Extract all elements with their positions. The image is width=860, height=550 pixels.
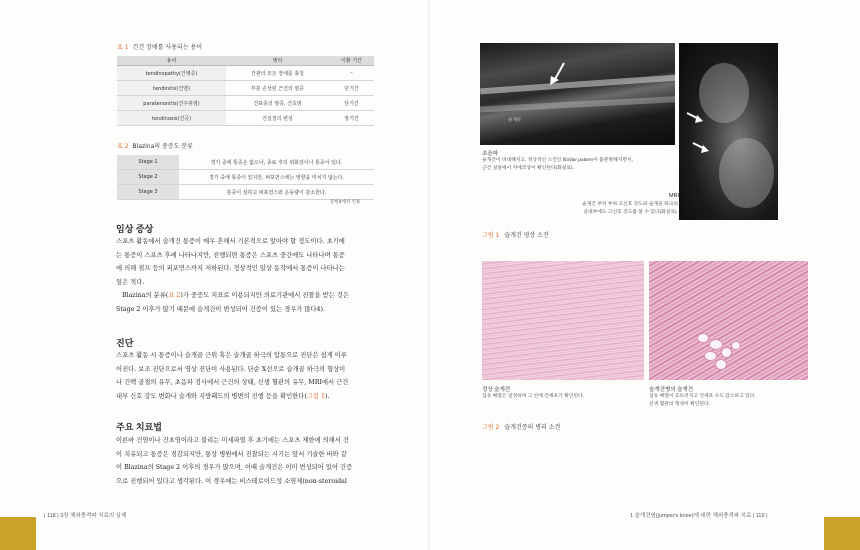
table-row: [117, 111, 374, 126]
text-line: 스포츠 활동 시 통증이나 슬개골 근위 혹은 슬개골 하극의 압통으로 진단은 쉽게 이루: [116, 352, 347, 359]
table-cell: Stage 3: [117, 185, 179, 200]
table-header-row: [117, 56, 374, 66]
left-gold-tab: [0, 517, 36, 550]
table1-caption: [117, 42, 202, 51]
table1-title: 건건 장애를 사용되는 용어: [132, 44, 203, 51]
blazina-table: [117, 155, 374, 200]
text-line: 에 의해 점프 등의 퍼포먼스까지 저하된다. 정상적인 일상 동작에서 통증이 나타나는: [116, 265, 345, 272]
table-cell: 통증이 심하고 퍼포먼스와 운동량이 감소한다.: [179, 185, 374, 200]
text-span: ).: [324, 392, 330, 400]
table2-label: 표 2: [117, 143, 129, 150]
symptoms-paragraph: [116, 235, 381, 316]
section-heading-symptoms: 임상 증상: [116, 224, 154, 234]
table-source-note: 문헌4에서 인용: [330, 200, 361, 205]
table-cell: 장기간: [329, 111, 374, 126]
table2-reference-link[interactable]: 표 2: [168, 292, 181, 299]
table-cell: Stage 1: [117, 155, 179, 170]
text-line: 으로 진행되어 있다고 생각된다. 이 경우에는 비스테로이드성 소염제(non-steroidal: [116, 477, 347, 485]
table-cell: –: [329, 66, 374, 81]
vacuole-shape: [704, 351, 717, 361]
ultrasound-caption-title: 초음파: [482, 151, 498, 157]
text-line: 이 Blazina의 Stage 2 이후의 경우가 많으며, 이때 슬개건은 이미 변성되어 있어 건증: [116, 464, 353, 471]
terms-table: [117, 56, 374, 126]
table-cell: 단기간: [329, 81, 374, 96]
text-line: 어진다. 보조 진단으로서 영상 진단이 사용된다. 단순 X선으로 슬개골 하극의 형상이: [116, 365, 346, 373]
table-cell: 부분 손상된 근건의 염증: [226, 81, 329, 96]
right-page-footer: 1 슬개건염(jumper's knee)에 대한 체외충격파 치료 | 119 |: [630, 513, 768, 519]
table-cell: 건관의 모든 장애를 총칭: [226, 66, 329, 81]
right-gold-tab: [824, 517, 860, 550]
text-span: Blazina의 분류(: [122, 292, 169, 299]
arrow-icon: [480, 43, 675, 145]
table-cell: 경기 중에 통증은 없으나, 종료 후의 위화감이나 통증이 있다.: [179, 155, 374, 170]
text-line: 나 건핵 골절의 유무, 초음파 검사에서 근건의 상태, 신생 혈관의 유무, MRI에서 근건: [116, 379, 349, 386]
table-cell: 건실질의 변성: [226, 111, 329, 126]
figure2-title: 슬개건증의 병리 소견: [504, 424, 561, 431]
figure2-label: 그림 2: [482, 424, 500, 431]
table-header: 이환 기간: [329, 56, 374, 66]
table-cell: 건표층의 염증, 건초염: [226, 96, 329, 111]
text-line: [116, 390, 381, 404]
table-row: [117, 170, 374, 185]
table-cell: tendinopathy(건병증): [117, 66, 226, 81]
table-row: [117, 81, 374, 96]
section-heading-diagnosis: 진단: [116, 338, 134, 348]
figure2-caption: [482, 422, 560, 431]
vacuole-shape: [697, 333, 709, 343]
text-line: [116, 289, 381, 303]
table-cell: Stage 2: [117, 170, 179, 185]
figure1-caption: [482, 230, 549, 239]
text-line: Stage 2 이후가 많기 때문에 슬개건이 변성되어 건증이 있는 경우가 많다4).: [116, 305, 325, 313]
tendinosis-caption-text: [649, 393, 756, 409]
text-span: )가 중증도 지표로 이용되지만 의료기관에서 진찰을 받는 것은: [180, 292, 349, 299]
table-row: [117, 96, 374, 111]
mri-caption-text: [563, 201, 678, 217]
table-cell: tendinitis(건염): [117, 81, 226, 96]
text-line: 이른바 건염이나 건초염이라고 불리는 미세파열 후 초기에는 스포츠 제한에 의해서 건: [116, 437, 349, 444]
figure1-label: 그림 1: [482, 232, 500, 239]
ultrasound-caption-text: [482, 157, 633, 173]
tendinosis-caption-title: 슬개건병의 슬개건: [649, 387, 694, 393]
tendinosis-histology-image: [649, 261, 808, 380]
ultrasound-patella-label: 슬개골: [508, 118, 522, 123]
text-line: 스포츠 활동에서 슬개건 통증이 매우 흔해서 기본적으로 앞아야 할 정도이다. 초기에: [116, 238, 345, 245]
treatment-paragraph: [116, 434, 381, 488]
normal-tendon-histology-image: [482, 261, 644, 380]
text-line: 는 통증이 스포츠 후에 나타나지만, 진행되면 통증은 스포츠 중간에도 나타나며 통증: [116, 251, 345, 259]
figure1-reference-link[interactable]: 그림 1: [306, 392, 325, 400]
figure1-title: 슬개건 영상 소견: [504, 232, 549, 239]
table1-label: 표 1: [117, 44, 129, 51]
caption-line: 골내부에도 고신호 강도를 볼 수 있다(화살표).: [583, 210, 678, 215]
vacuole-shape: [715, 359, 727, 370]
table-cell: 경기 중에 통증이 있지만, 퍼포먼스에는 영향을 미치지 않는다.: [179, 170, 374, 185]
text-line: 이 치유되고 통증은 경감되지만, 통상 병원에서 진찰되는 시기는 앞서 기술한 바와 같: [116, 450, 347, 458]
ultrasound-image: [480, 43, 675, 145]
vacuole-shape: [709, 339, 723, 350]
caption-line: 신생 혈관의 형성이 확인된다.: [649, 402, 710, 407]
caption-line: 슬개건 부착 부위 고신호 강도와 슬개골 하극의: [581, 202, 678, 207]
arrow-icon: [679, 43, 778, 220]
mri-image: [679, 43, 778, 220]
table-cell: paratenonitis(건주위염): [117, 96, 226, 111]
vacuole-shape: [731, 341, 741, 350]
table-cell: tendinosis(건증): [117, 111, 226, 126]
vacuole-shape: [721, 347, 732, 358]
diagnosis-paragraph: [116, 349, 381, 403]
caption-line: 섬유 배열이 흐트러지고 건세포 수도 감소하고 있다.: [649, 394, 756, 399]
table-cell: 단기간: [329, 96, 374, 111]
caption-line: 근건 실질에서 저에코상이 확인된다(화살표).: [482, 166, 574, 171]
section-heading-treatment: 주요 치료법: [116, 422, 162, 432]
table-header: 용어: [117, 56, 226, 66]
table-row: [117, 66, 374, 81]
table-row: [117, 185, 374, 200]
left-page-footer: | 118 | 3장 체외충격파 치료의 실제: [44, 513, 127, 519]
mri-caption-title: MRI: [669, 193, 680, 199]
caption-line: 섬유 배열은 일정하며 그 안에 건세포가 확인된다.: [482, 394, 585, 399]
table2-title: Blazina의 중증도 분류: [132, 143, 193, 150]
normal-tendon-caption-title: 정상 슬개건: [482, 387, 511, 393]
table-header: 병리: [226, 56, 329, 66]
normal-tendon-caption-text: [482, 393, 584, 401]
table-row: [117, 155, 374, 170]
text-span: 내부 신호 강도 변화나 슬개와 지방패드의 병변의 진행 등을 확인한다(: [116, 392, 307, 400]
table2-caption: [117, 141, 193, 150]
text-line: 일은 적다.: [116, 278, 145, 286]
caption-line: 슬개건이 비대해지고, 정상적인 소건인 fibrillar pattern이 불분명해지면서,: [482, 158, 633, 163]
